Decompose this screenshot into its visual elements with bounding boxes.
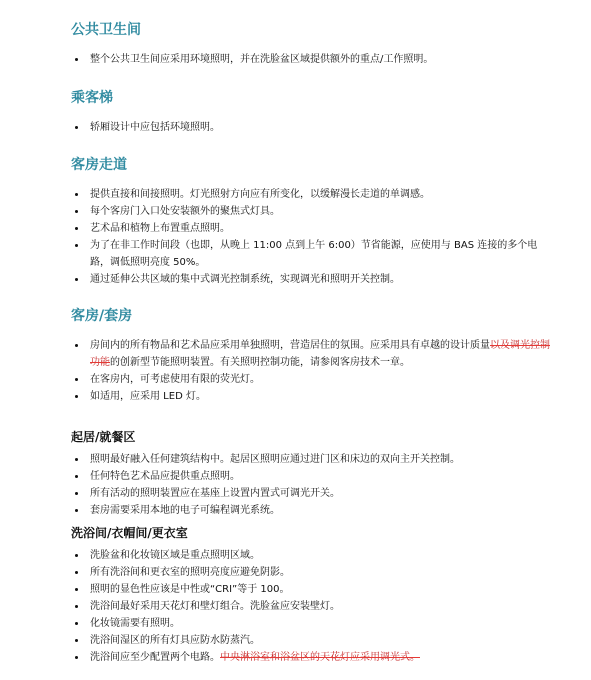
list-item: 所有洗浴间和更衣室的照明亮度应避免阴影。 — [71, 564, 551, 581]
list-living-dining — [71, 451, 551, 519]
list-item: 任何特色艺术品应提供重点照明。 — [71, 468, 551, 485]
list-item: 套房需要采用本地的电子可编程调光系统。 — [71, 502, 551, 519]
list-item: 所有活动的照明装置应在基座上设置内置式可调光开关。 — [71, 485, 551, 502]
list-item: 为了在非工作时间段（也即，从晚上 11:00 点到上午 6:00）节省能源，应使用与 BAS 连接的多个电路，调低照明亮度 50%。 — [71, 237, 551, 271]
list-item: 整个公共卫生间应采用环境照明，并在洗脸盆区域提供额外的重点/工作照明。 — [71, 51, 551, 68]
list-item: 在客房内，可考虑使用有限的荧光灯。 — [71, 371, 551, 388]
list-item: 通过延伸公共区域的集中式调光控制系统，实现调光和照明开关控制。 — [71, 271, 551, 288]
section-title-guest-room: 客房/套房 — [71, 308, 133, 324]
subsection-title-bath-closet: 洗浴间/衣帽间/更衣室 — [71, 526, 188, 540]
list-item: 洗浴间最好采用天花灯和壁灯组合。洗脸盆应安装壁灯。 — [71, 598, 551, 615]
list-item: 照明的显色性应该是中性或“CRI”等于 100。 — [71, 581, 551, 598]
section-title-elevator: 乘客梯 — [71, 90, 113, 106]
list-item: 轿厢设计中应包括环境照明。 — [71, 119, 551, 136]
list-item: 如适用，应采用 LED 灯。 — [71, 388, 551, 405]
list-item-text: 的创新型节能照明装置。有关照明控制功能，请参阅客房技术一章。 — [110, 357, 410, 368]
list-item: 洗脸盆和化妆镜区域是重点照明区域。 — [71, 547, 551, 564]
list-item: 照明最好融入任何建筑结构中。起居区照明应通过进门区和床边的双向主开关控制。 — [71, 451, 551, 468]
list-item — [71, 649, 551, 666]
list-bath-closet — [71, 547, 551, 666]
list-public-restroom — [71, 51, 551, 68]
list-item-text: 洗浴间应至少配置两个电路。 — [90, 652, 220, 663]
list-item: 化妆镜需要有照明。 — [71, 615, 551, 632]
list-item-text: 房间内的所有物品和艺术品应采用单独照明，营造居住的氛围。应采用具有卓越的设计质量 — [90, 340, 490, 351]
list-item: 每个客房门入口处安装额外的聚焦式灯具。 — [71, 203, 551, 220]
list-item: 提供直接和间接照明。灯光照射方向应有所变化，以缓解漫长走道的单调感。 — [71, 186, 551, 203]
section-title-guest-corridor: 客房走道 — [71, 157, 127, 173]
list-elevator — [71, 119, 551, 136]
list-item: 艺术品和植物上布置重点照明。 — [71, 220, 551, 237]
list-item — [71, 337, 551, 371]
subsection-title-living-dining: 起居/就餐区 — [71, 430, 136, 444]
list-guest-room — [71, 337, 551, 405]
list-item: 洗浴间湿区的所有灯具应防水防蒸汽。 — [71, 632, 551, 649]
struck-text: 中央淋浴室和浴盆区的天花灯应采用调光式。 — [220, 652, 420, 663]
list-guest-corridor — [71, 186, 551, 288]
section-title-public-restroom: 公共卫生间 — [71, 22, 141, 38]
struck-text: 以及调光控制功能 — [90, 340, 550, 368]
